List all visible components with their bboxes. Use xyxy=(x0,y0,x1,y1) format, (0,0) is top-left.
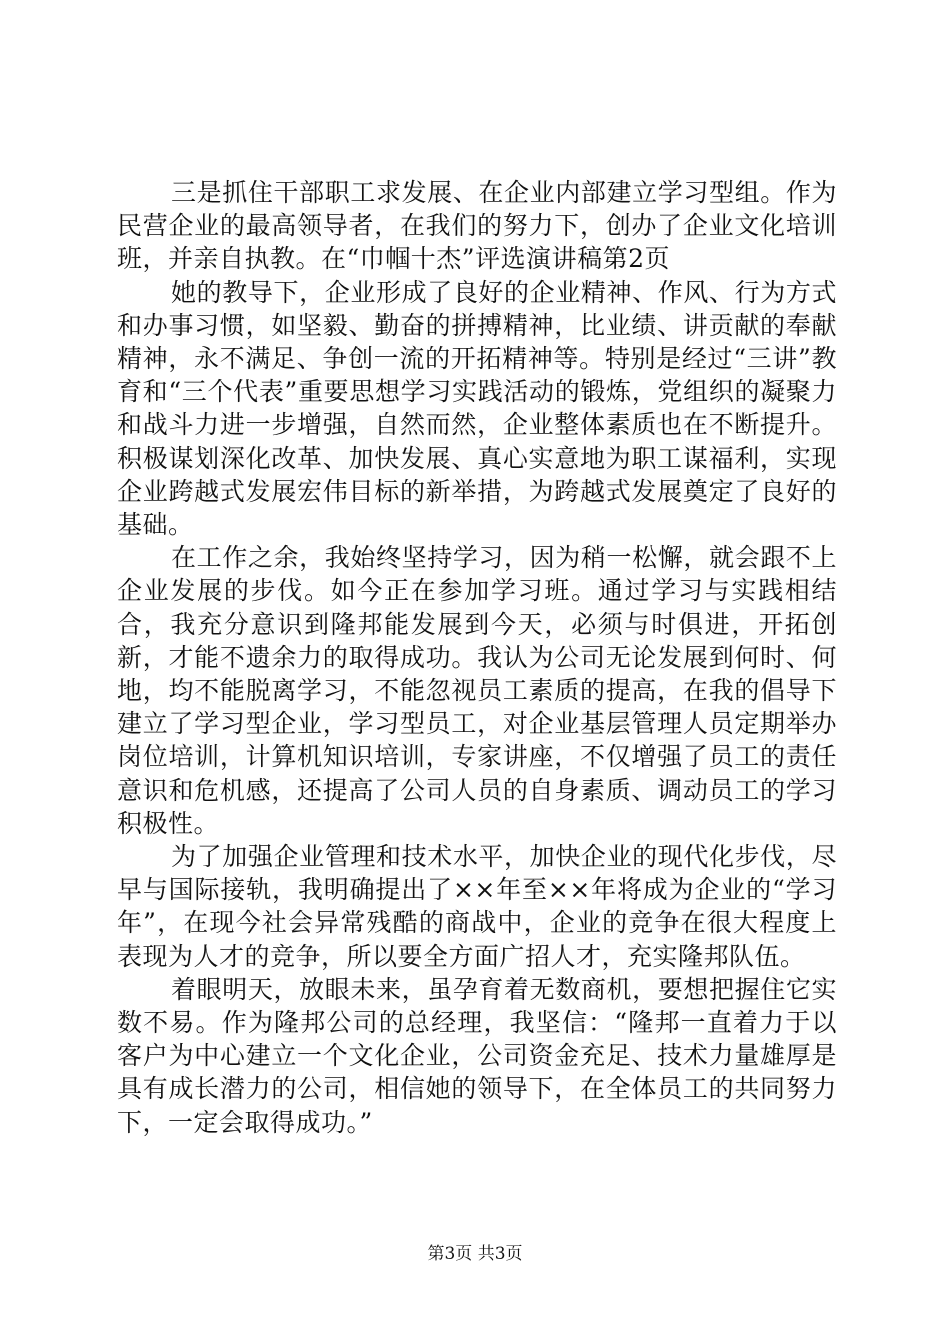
document-body xyxy=(117,176,837,1139)
paragraph: 三是抓住干部职工求发展、在企业内部建立学习型组。作为民营企业的最高领导者，在我们的努力下，创办了企业文化培训班，并亲自执教。在“巾帼十杰”评选演讲稿第2页 xyxy=(117,178,837,274)
paragraph: 为了加强企业管理和技术水平，加快企业的现代化步伐，尽早与国际接轨，我明确提出了××年至××年将成为企业的“学习年”，在现今社会异常残酷的商战中，企业的竞争在很大程度上表现为人才的竞争，所以要全方面广招人才，充实隆邦队伍。 xyxy=(117,842,837,971)
paragraph: 她的教导下，企业形成了良好的企业精神、作风、行为方式和办事习惯，如坚毅、勤奋的拼搏精神，比业绩、讲贡献的奉献精神，永不满足、争创一流的开拓精神等。特别是经过“三讲”教育和“三个代表”重要思想学习实践活动的锻炼，党组织的凝聚力和战斗力进一步增强，自然而然，企业整体素质也在不断提升。积极谋划深化改革、加快发展、真心实意地为职工谋福利，实现企业跨越式发展宏伟目标的新举措，为跨越式发展奠定了良好的基础。 xyxy=(117,277,837,540)
page-footer: 第3页 共3页 xyxy=(427,1244,523,1264)
paragraph: 着眼明天，放眼未来，虽孕育着无数商机，要想把握住它实数不易。作为隆邦公司的总经理，我坚信：“隆邦一直着力于以客户为中心建立一个文化企业，公司资金充足、技术力量雄厚是具有成长潜力的公司，相信她的领导下，在全体员工的共同努力下，一定会取得成功。” xyxy=(117,974,837,1137)
paragraph: 在工作之余，我始终坚持学习，因为稍一松懈，就会跟不上企业发展的步伐。如今正在参加学习班。通过学习与实践相结合，我充分意识到隆邦能发展到今天，必须与时俱进，开拓创新，才能不遗余力的取得成功。我认为公司无论发展到何时、何地，均不能脱离学习，不能忽视员工素质的提高，在我的倡导下建立了学习型企业，学习型员工，对企业基层管理人员定期举办岗位培训，计算机知识培训，专家讲座，不仅增强了员工的责任意识和危机感，还提高了公司人员的自身素质、调动员工的学习积极性。 xyxy=(117,543,837,838)
